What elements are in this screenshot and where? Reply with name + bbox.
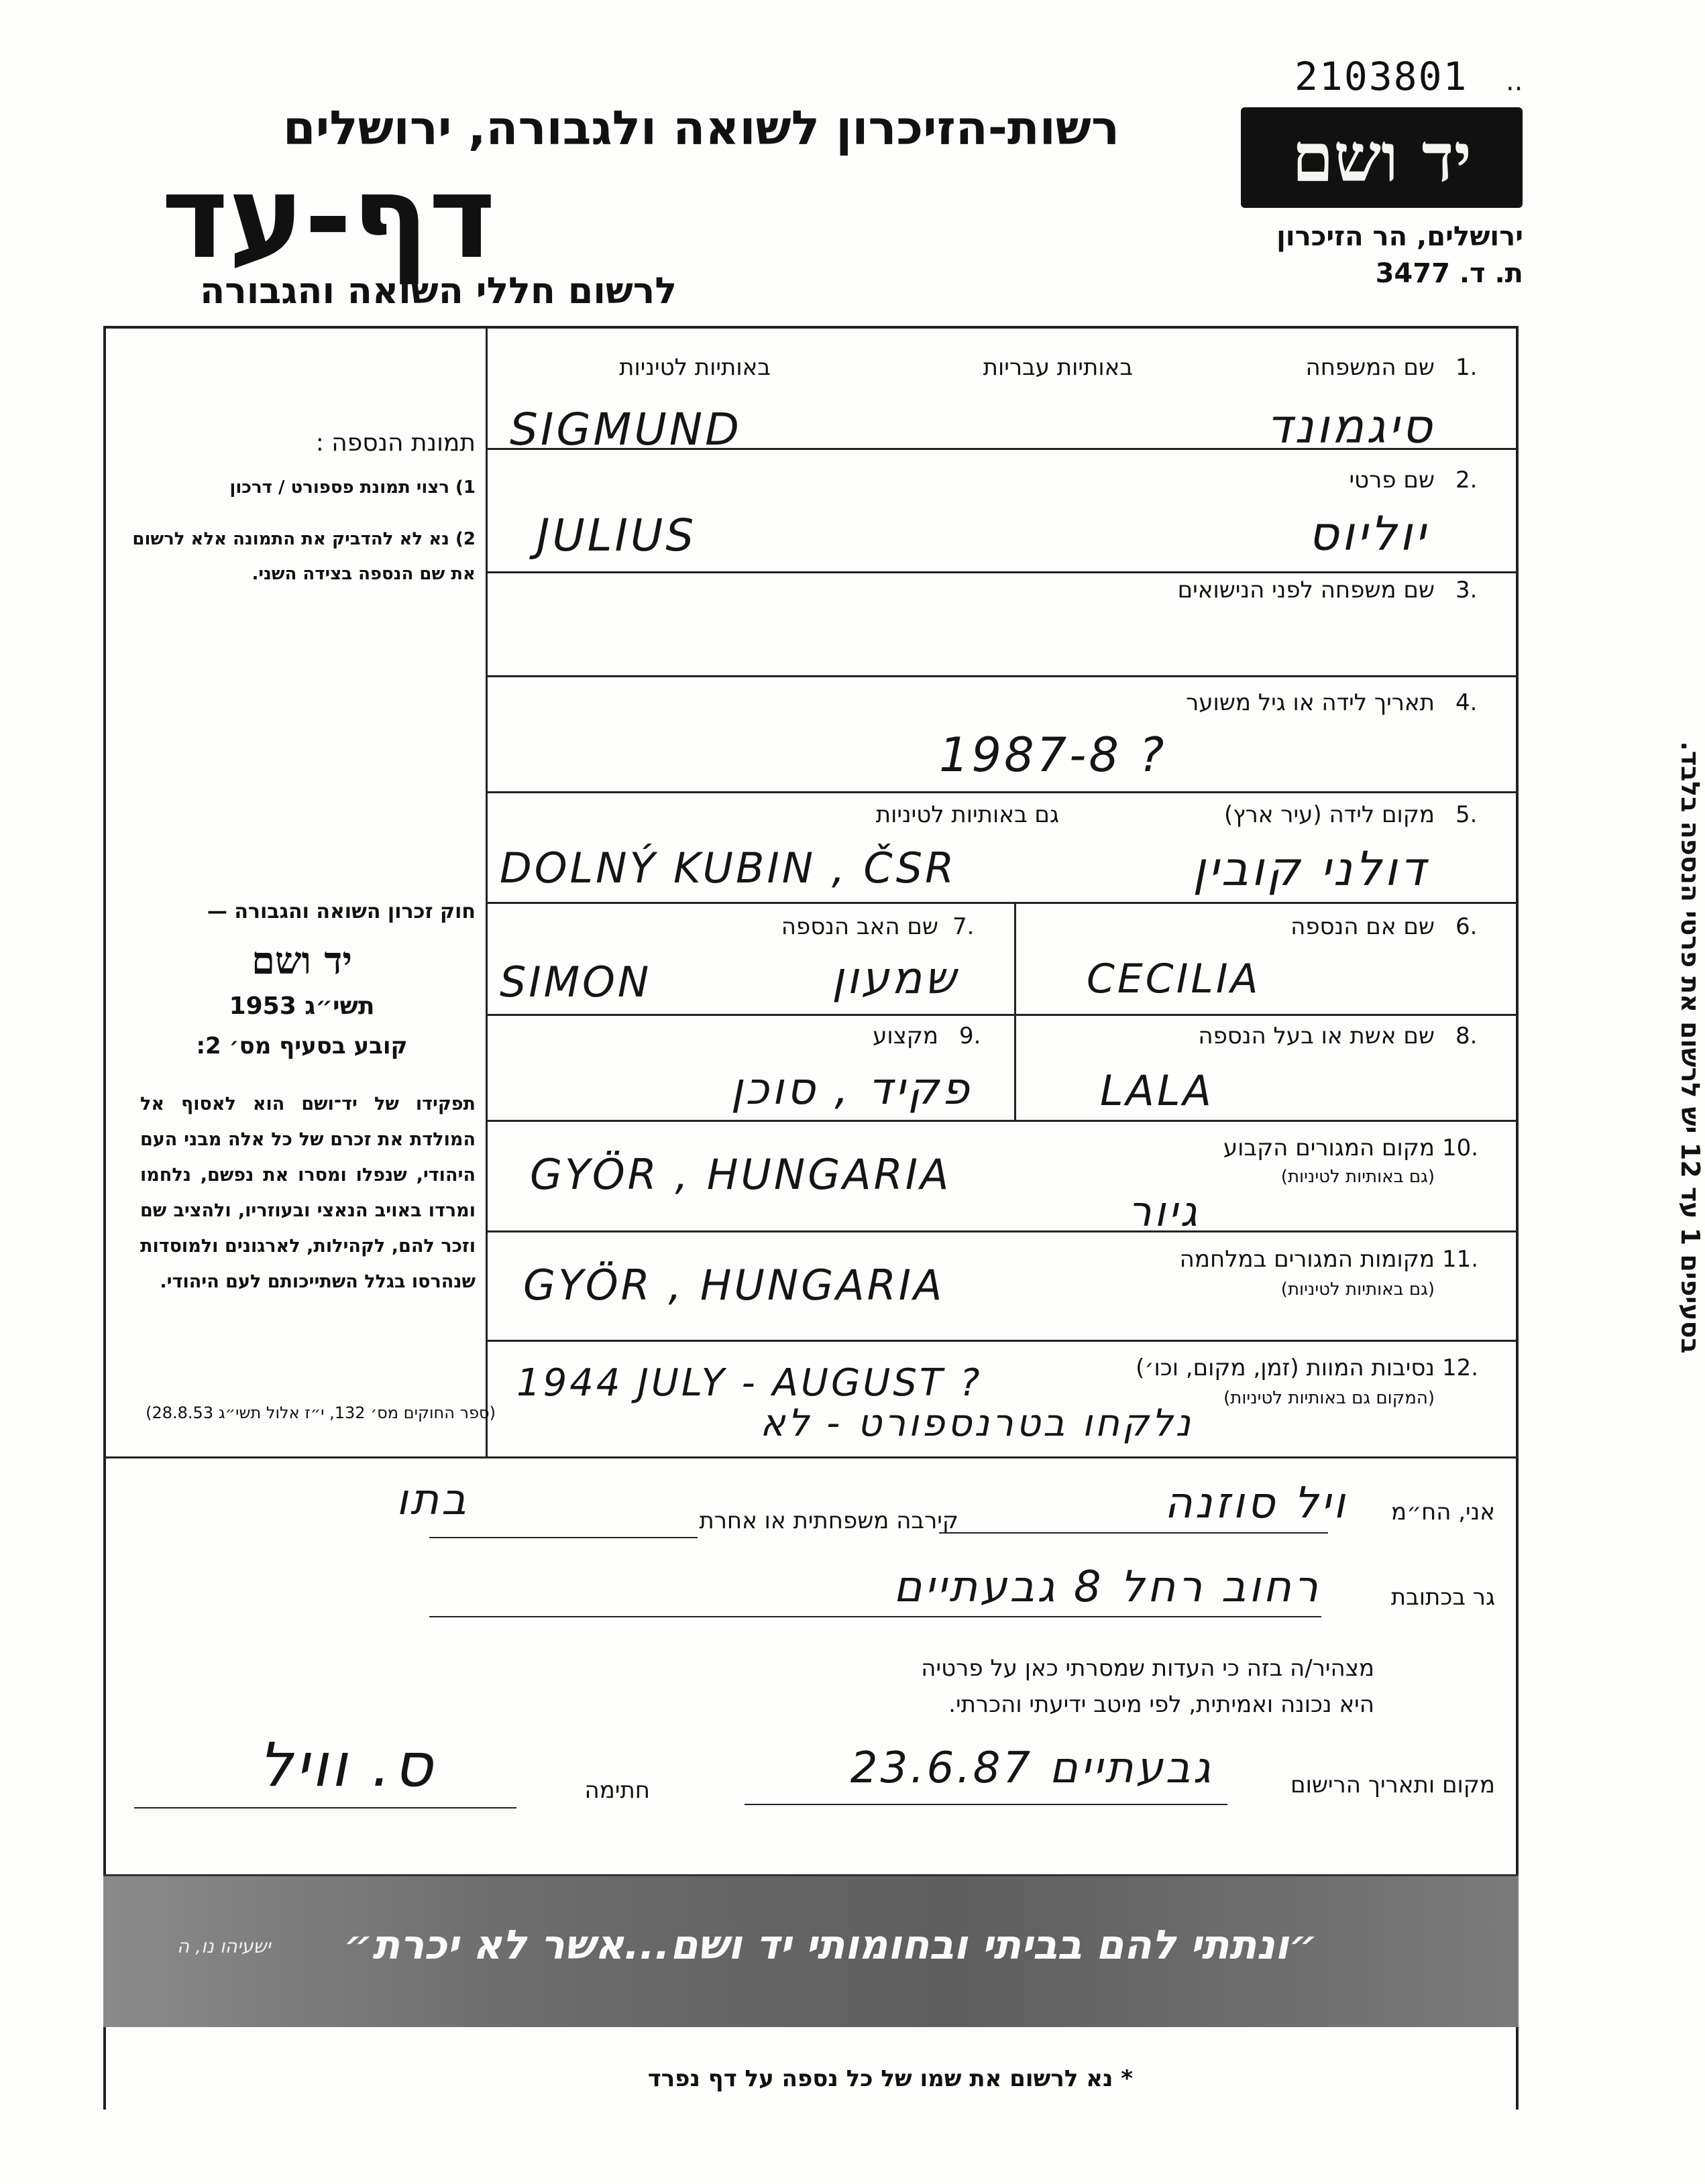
field-6-value[interactable]: CECILIA — [1087, 956, 1261, 1002]
photo-title: תמונת הנספה : — [315, 429, 476, 457]
document-number: 2103801 — [1295, 54, 1468, 99]
field-11-latin-value[interactable]: GYÖR , HUNGARIA — [523, 1261, 945, 1310]
field-9-num: 9. — [959, 1023, 981, 1049]
field-12-sub-label: (המקום גם באותיות לטיניות) — [1223, 1388, 1435, 1408]
address-value[interactable]: רחוב רחל 8 גבעתיים — [893, 1562, 1321, 1612]
relation-line — [429, 1537, 698, 1538]
field-4-value[interactable]: 1987-8 ? — [939, 728, 1167, 783]
declaration-line-2: היא נכונה ואמיתית, לפי מיטב ידיעתי והכרתי. — [948, 1691, 1374, 1718]
field-6-label: שם אם הנספה — [1290, 913, 1435, 940]
field-2-num: 2. — [1455, 467, 1478, 494]
field-4-num: 4. — [1455, 689, 1478, 716]
relation-value[interactable]: בתו — [396, 1475, 469, 1525]
field-5-hebrew-value[interactable]: דולני קובין — [1193, 842, 1428, 897]
header-latin-letters: באותיות לטיניות — [619, 354, 771, 381]
vertical-note: בסעיפים 1 עד 12 יש לרשום את פרטי הנספה בלבד. — [1675, 741, 1705, 1354]
photo-note-1: 1) רצוי תמונת פספורט / דרכון — [229, 477, 476, 498]
field-7-num: 7. — [952, 913, 975, 940]
column-divider — [1014, 902, 1016, 1120]
law-clause: קובע בסעיף מס׳ 2: — [196, 1033, 408, 1059]
signature-label: חתימה — [584, 1777, 650, 1804]
field-10-latin-value[interactable]: GYÖR , HUNGARIA — [530, 1150, 952, 1199]
institution-name: רשות-הזיכרון לשואה ולגבורה, ירושלים — [282, 101, 1119, 156]
field-8-label: שם אשת או בעל הנספה — [1198, 1023, 1435, 1049]
field-11-num: 11. — [1442, 1246, 1479, 1273]
banner-quote: ״ונתתי להם בביתי ובחומותי יד ושם...אשר לא יכרת״ — [343, 1922, 1317, 1969]
field-10-hebrew-value[interactable]: גיור — [1128, 1187, 1200, 1236]
field-11-label: מקומות המגורים במלחמה — [1179, 1246, 1435, 1273]
address-line-1: ירושלים, הר הזיכרון — [1276, 221, 1523, 252]
field-5-num: 5. — [1455, 801, 1478, 828]
signature-line — [134, 1807, 516, 1808]
place-date-label: מקום ותאריך הרישום — [1290, 1772, 1495, 1798]
field-4-label: תאריך לידה או גיל משוער — [1186, 689, 1435, 716]
field-9-label: מקצוע — [873, 1023, 938, 1049]
law-source: (ספר החוקים מס׳ 132, י״ז אלול תשי״ג 28.8.53) — [146, 1403, 496, 1422]
row-line — [486, 675, 1519, 677]
address-line — [429, 1616, 1321, 1617]
row-line — [486, 902, 1519, 904]
row-line — [486, 571, 1519, 573]
panel-divider — [486, 326, 488, 1458]
field-10-sub-label: (גם באותיות לטיניות) — [1280, 1167, 1435, 1187]
photo-note-2: 2) נא לא להדביק את התמונה אלא לרשום את שם הנספה בצידה השני. — [132, 529, 476, 584]
form-title: דף-עד — [161, 152, 496, 284]
field-10-num: 10. — [1442, 1135, 1479, 1161]
declarant-i-label: אני, הח״מ — [1391, 1499, 1495, 1526]
row-line — [486, 1014, 1519, 1016]
field-3-label: שם משפחה לפני הנישואים — [1177, 577, 1435, 604]
field-7-hebrew-value[interactable]: שמעון — [832, 952, 958, 1004]
field-7-latin-value[interactable]: SIMON — [500, 958, 652, 1007]
logo-text: יד ושם — [1292, 118, 1472, 197]
field-5-label: מקום לידה (עיר ארץ) — [1223, 801, 1435, 828]
field-1-num: 1. — [1455, 354, 1478, 381]
declarant-name-line — [939, 1532, 1328, 1534]
field-2-label: שם פרטי — [1349, 467, 1435, 494]
row-line — [486, 1230, 1519, 1232]
field-5-sub-label: גם באותיות לטיניות — [875, 801, 1059, 828]
place-date-value[interactable]: גבעתיים 23.6.87 — [850, 1743, 1213, 1793]
field-2-latin-value[interactable]: JULIUS — [537, 510, 697, 561]
footer-note: * נא לרשום את שמו של כל נספה על דף נפרד — [647, 2065, 1133, 2092]
row-line — [486, 1340, 1519, 1342]
field-3-num: 3. — [1455, 577, 1478, 604]
field-9-value[interactable]: פקיד , סוכן — [730, 1063, 972, 1114]
declaration-line-1: מצהיר/ה בזה כי העדות שמסרתי כאן על פרטיה — [921, 1655, 1374, 1682]
relation-label: קירבה משפחתית או אחרת — [699, 1507, 958, 1534]
field-1-hebrew-value[interactable]: סיגמונד — [1266, 399, 1435, 454]
field-5-latin-value[interactable]: DOLNÝ KUBIN , ČSR — [500, 844, 957, 893]
field-1-latin-value[interactable]: SIGMUND — [510, 404, 742, 455]
address-label: גר בכתובת — [1390, 1584, 1495, 1611]
field-7-label: שם האב הנספה — [781, 913, 938, 940]
field-1-label: שם המשפחה — [1305, 354, 1435, 381]
signature-value[interactable]: ס. וויל — [258, 1730, 435, 1800]
row-line — [486, 1120, 1519, 1122]
place-date-line — [745, 1804, 1227, 1805]
field-11-sub-label: (גם באותיות לטיניות) — [1280, 1279, 1435, 1300]
field-2-hebrew-value[interactable]: יוליוס — [1308, 506, 1428, 561]
form-subtitle: לרשום חללי השואה והגבורה — [200, 270, 677, 312]
law-text: תפקידו של יד־ושם הוא לאסוף אל המולדת את זכרם של כל אלה מבני העם היהודי, שנפלו ומסרו את נפשם, נלחמו ומרדו באויב הנאצי ובעוזריו, ולהציב שם וזכר להם, לקהילות, לארגונים ולמוסדות שנהרסו בגלל השתייכותם לעם היהודי. — [140, 1094, 476, 1292]
field-12-hebrew-value[interactable]: נלקחו בטרנספורט - לא — [760, 1401, 1193, 1445]
yad-vashem-logo — [1241, 107, 1523, 208]
field-10-label: מקום המגורים הקבוע — [1223, 1135, 1435, 1161]
header-hebrew-letters: באותיות עבריות — [983, 354, 1133, 381]
scan-dots: ·· — [1506, 74, 1523, 105]
field-6-num: 6. — [1455, 913, 1478, 940]
field-12-num: 12. — [1442, 1355, 1479, 1381]
field-8-value[interactable]: LALA — [1100, 1066, 1214, 1115]
law-title: חוק זכרון השואה והגבורה — — [207, 900, 476, 923]
row-line — [486, 791, 1519, 793]
law-name: יד ושם — [251, 939, 353, 983]
field-12-latin-value[interactable]: 1944 JULY - AUGUST ? — [516, 1361, 983, 1405]
declarant-name-value[interactable]: ויל סוזנה — [1164, 1479, 1348, 1528]
quote-banner — [103, 1874, 1519, 2027]
section-divider — [103, 1456, 1519, 1458]
banner-source: ישעיהו נו, ה — [177, 1935, 271, 1957]
address-line-2: ת. ד. 3477 — [1375, 258, 1523, 289]
law-year: תשי״ג 1953 — [229, 992, 375, 1020]
field-12-label: נסיבות המוות (זמן, מקום, וכו׳) — [1136, 1355, 1435, 1381]
field-8-num: 8. — [1455, 1023, 1478, 1049]
